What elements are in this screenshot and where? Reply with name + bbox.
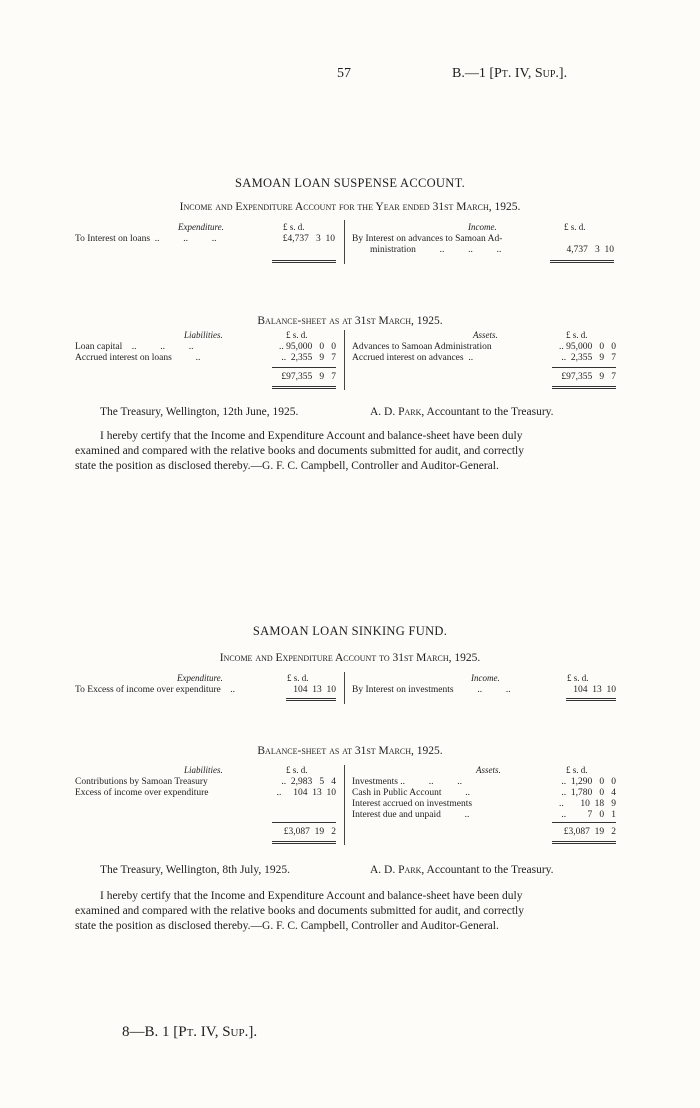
s2-accountant-signature (370, 864, 554, 876)
s2-bs-right-label-2: Interest accrued on investments (352, 799, 473, 809)
s2-bs-right-amount-2: .. 10 18 9 (559, 799, 616, 809)
s2-bs-left-label-0: Contributions by Samoan Treasury (75, 777, 208, 787)
s1-bs-right-subtotal-rule (552, 367, 616, 368)
s2-bs-left-total-rule (272, 841, 336, 844)
s2-ie-divider (344, 672, 345, 704)
s2-bs-right-amount-0: .. 1,290 0 0 (561, 777, 616, 787)
s1-ie-right-currency-head: £ s. d. (564, 222, 586, 232)
s1-certificate-line-3: state the position as disclosed thereby.—G. F. C. Campbell, Controller and Auditor-General. (75, 460, 499, 472)
s1-bs-right-amount-0: .. 95,000 0 0 (559, 342, 616, 352)
s1-bs-left-label-0: Loan capital .. .. .. (75, 342, 194, 352)
s1-bs-divider (344, 330, 345, 390)
section1-ie-heading: Income and Expenditure Account for the Year ended 31st March, 1925. (179, 201, 521, 213)
s2-ie-right-currency-head: £ s. d. (567, 673, 589, 683)
s1-bs-right-total-rule (552, 386, 616, 389)
s1-bs-left-amount-0: .. 95,000 0 0 (279, 342, 336, 352)
s2-bs-right-label-0: Investments .. .. .. (352, 777, 463, 787)
s2-ie-left-row-label: To Excess of income over expenditure .. (75, 685, 235, 695)
s1-bs-right-label-0: Advances to Samoan Administration (352, 342, 492, 352)
s2-ie-income-head: Income. (471, 673, 500, 683)
s1-accountant-name: A. D. Park, (370, 406, 425, 418)
s1-ie-right-row-amount: 4,737 3 10 (566, 245, 614, 255)
section2-ie-heading: Income and Expenditure Account to 31st March, 1925. (219, 652, 481, 664)
s1-bs-left-label-1: Accrued interest on loans .. (75, 353, 201, 363)
s2-certificate-line-1: I hereby certify that the Income and Expenditure Account and balance-sheet have been duly (100, 890, 523, 902)
s1-bs-left-total: £97,355 9 7 (281, 372, 336, 382)
s2-ie-expenditure-head: Expenditure. (177, 673, 223, 683)
s1-certificate-line-1: I hereby certify that the Income and Expenditure Account and balance-sheet have been duly (100, 430, 523, 442)
s1-ie-left-total-rule (272, 260, 336, 263)
s1-ie-expenditure-head: Expenditure. (178, 222, 224, 232)
s2-treasury-date: The Treasury, Wellington, 8th July, 1925. (100, 864, 290, 876)
s2-bs-left-total: £3,087 19 2 (283, 827, 336, 837)
s1-bs-left-amount-1: .. 2,355 9 7 (281, 353, 336, 363)
s2-bs-right-label-3: Interest due and unpaid .. (352, 810, 470, 820)
s1-bs-right-amount-1: .. 2,355 9 7 (561, 353, 616, 363)
s1-bs-liabilities-head: Liabilities. (184, 330, 223, 340)
s1-ie-left-currency-head: £ s. d. (283, 222, 305, 232)
s1-accountant-title: Accountant to the Treasury. (426, 406, 554, 418)
s1-ie-left-row-amount: £4,737 3 10 (282, 234, 335, 244)
s1-bs-assets-head: Assets. (473, 330, 498, 340)
s2-accountant-name: A. D. Park, (370, 864, 425, 876)
document-reference: B.—1 [Pt. IV, Sup.]. (452, 66, 568, 81)
s2-bs-left-label-1: Excess of income over expenditure (75, 788, 209, 798)
s1-treasury-date: The Treasury, Wellington, 12th June, 1925. (100, 406, 299, 418)
s2-bs-right-amount-3: .. 7 0 1 (561, 810, 616, 820)
s2-bs-right-subtotal-rule (552, 822, 616, 823)
s1-certificate-line-2: examined and compared with the relative books and documents submitted for audit, and correctly (75, 445, 524, 457)
s1-ie-left-row-label: To Interest on loans .. .. .. (75, 234, 217, 244)
s1-ie-divider (344, 220, 345, 264)
s2-ie-left-total-rule (286, 698, 336, 701)
s1-bs-left-subtotal-rule (272, 367, 336, 368)
s2-bs-left-amount-1: .. 104 13 10 (276, 788, 336, 798)
s2-certificate-line-3: state the position as disclosed thereby.—G. F. C. Campbell, Controller and Auditor-General. (75, 920, 499, 932)
s2-bs-right-total-rule (552, 841, 616, 844)
s2-ie-left-currency-head: £ s. d. (287, 673, 309, 683)
s2-bs-liabilities-head: Liabilities. (184, 765, 223, 775)
s2-bs-left-subtotal-rule (272, 822, 336, 823)
s1-ie-right-row-label-2: ministration .. .. .. (370, 245, 502, 255)
s2-bs-assets-head: Assets. (476, 765, 501, 775)
s2-ie-right-total-rule (566, 698, 616, 701)
s2-ie-right-row-label: By Interest on investments .. .. (352, 685, 511, 695)
s2-ie-left-row-amount: 104 13 10 (293, 685, 336, 695)
s1-bs-right-label-1: Accrued interest on advances .. (352, 353, 474, 363)
s2-bs-left-amount-0: .. 2,983 5 4 (281, 777, 336, 787)
s2-bs-divider (344, 765, 345, 845)
s2-accountant-title: Accountant to the Treasury. (426, 864, 554, 876)
s1-accountant-signature (370, 406, 554, 418)
section2-title: SAMOAN LOAN SINKING FUND. (252, 624, 448, 638)
s1-bs-right-total: £97,355 9 7 (561, 372, 616, 382)
s1-bs-left-currency-head: £ s. d. (286, 330, 308, 340)
s1-ie-right-total-rule (550, 260, 614, 263)
s2-certificate-line-2: examined and compared with the relative books and documents submitted for audit, and correctly (75, 905, 524, 917)
section1-title: SAMOAN LOAN SUSPENSE ACCOUNT. (234, 176, 466, 190)
s1-ie-income-head: Income. (468, 222, 497, 232)
s2-bs-left-currency-head: £ s. d. (286, 765, 308, 775)
s1-bs-left-total-rule (272, 386, 336, 389)
s2-bs-right-amount-1: .. 1,780 0 4 (561, 788, 616, 798)
s1-ie-right-row-label-1: By Interest on advances to Samoan Ad- (352, 234, 503, 244)
s2-bs-right-currency-head: £ s. d. (566, 765, 588, 775)
section2-bs-heading: Balance-sheet as at 31st March, 1925. (257, 745, 443, 757)
s1-bs-right-currency-head: £ s. d. (566, 330, 588, 340)
section1-bs-heading: Balance-sheet as at 31st March, 1925. (257, 315, 443, 327)
signature-mark: 8—B. 1 [Pt. IV, Sup.]. (122, 1024, 258, 1040)
page-number: 57 (337, 66, 351, 81)
s2-ie-right-row-amount: 104 13 10 (573, 685, 616, 695)
s2-bs-right-total: £3,087 19 2 (563, 827, 616, 837)
s2-bs-right-label-1: Cash in Public Account .. (352, 788, 470, 798)
